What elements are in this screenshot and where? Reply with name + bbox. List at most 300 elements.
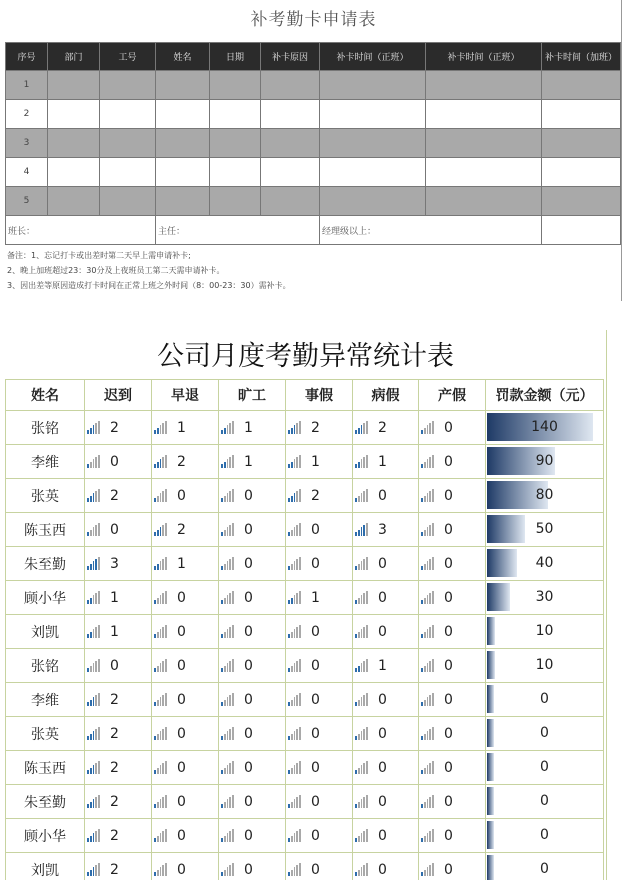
late-count: 0 [110,453,119,470]
sick-leave-cell [353,785,419,819]
form-cell[interactable] [210,129,261,158]
early-leave-count: 2 [177,521,186,538]
form-cell[interactable] [48,71,100,100]
absent-count: 0 [244,487,253,504]
signal-bars-icon [421,727,434,740]
signal-bars-icon [355,489,368,502]
stats-row [6,445,604,479]
personal-leave-count: 0 [311,555,320,572]
maternity-leave-count: 0 [444,827,453,844]
signal-bars-icon [87,693,100,706]
early-leave-count: 0 [177,589,186,606]
employee-name: 张铭 [6,411,85,445]
form-row-number: 2 [6,100,48,129]
sick-leave-cell [353,445,419,479]
fine-amount: 0 [540,827,549,843]
form-header-cell: 补卡时间（加班） [542,43,621,71]
stats-row [6,717,604,751]
signal-bars-icon [221,659,234,672]
signal-bars-icon [355,455,368,468]
form-cell[interactable] [210,100,261,129]
late-cell [85,615,152,649]
absent-cell [219,445,286,479]
late-cell [85,411,152,445]
form-cell[interactable] [100,100,156,129]
signal-bars-icon [221,795,234,808]
employee-name: 陈玉西 [6,513,85,547]
form-cell[interactable] [156,71,210,100]
stats-row [6,513,604,547]
signal-bars-icon [87,557,100,570]
form-row-number: 1 [6,71,48,100]
signal-bars-icon [288,693,301,706]
form-cell[interactable] [426,158,542,187]
early-leave-cell [152,683,219,717]
form-cell[interactable] [320,187,426,216]
personal-leave-count: 0 [311,827,320,844]
signal-bars-icon [421,421,434,434]
fine-cell [486,411,604,445]
late-count: 3 [110,555,119,572]
sick-leave-cell [353,513,419,547]
stats-title: 公司月度考勤异常统计表 [157,341,454,372]
signal-bars-icon [221,761,234,774]
form-row [6,129,621,158]
fine-cell [486,479,604,513]
maternity-leave-cell [419,751,486,785]
form-cell[interactable] [100,129,156,158]
early-leave-count: 1 [177,419,186,436]
early-leave-count: 1 [177,555,186,572]
signal-bars-icon [221,863,234,876]
signal-bars-icon [87,727,100,740]
sick-leave-cell [353,819,419,853]
header-fine: 罚款金额（元） [486,380,604,411]
form-cell[interactable] [210,71,261,100]
stats-row [6,479,604,513]
form-header-cell: 日期 [210,43,261,71]
employee-name: 李维 [6,683,85,717]
employee-name: 顾小华 [6,581,85,615]
signal-bars-icon [154,761,167,774]
stats-table [5,379,604,880]
signal-bars-icon [154,693,167,706]
sick-leave-count: 0 [378,623,387,640]
personal-leave-cell [286,717,353,751]
maternity-leave-cell [419,819,486,853]
personal-leave-cell [286,513,353,547]
signal-bars-icon [421,693,434,706]
personal-leave-count: 0 [311,793,320,810]
signal-bars-icon [288,829,301,842]
sick-leave-cell [353,581,419,615]
signal-bars-icon [87,829,100,842]
fine-cell [486,615,604,649]
early-leave-cell [152,853,219,880]
personal-leave-count: 0 [311,691,320,708]
signal-bars-icon [154,863,167,876]
early-leave-count: 0 [177,827,186,844]
maternity-leave-cell [419,615,486,649]
late-cell [85,717,152,751]
absent-cell [219,547,286,581]
sick-leave-count: 0 [378,589,387,606]
late-count: 2 [110,419,119,436]
absent-cell [219,785,286,819]
signal-bars-icon [154,455,167,468]
signal-bars-icon [288,455,301,468]
signal-bars-icon [154,523,167,536]
personal-leave-cell [286,649,353,683]
form-cell[interactable] [320,71,426,100]
late-count: 2 [110,487,119,504]
absent-count: 0 [244,759,253,776]
late-count: 0 [110,657,119,674]
personal-leave-count: 0 [311,861,320,878]
signal-bars-icon [355,591,368,604]
early-leave-cell [152,615,219,649]
late-cell [85,853,152,880]
personal-leave-cell [286,751,353,785]
form-cell[interactable] [542,71,621,100]
maternity-leave-count: 0 [444,623,453,640]
form-header-cell: 序号 [6,43,48,71]
early-leave-count: 0 [177,861,186,878]
signal-bars-icon [154,659,167,672]
form-title: 补考勤卡申请表 [250,10,377,30]
sick-leave-count: 0 [378,793,387,810]
signal-bars-icon [421,455,434,468]
form-cell[interactable] [542,100,621,129]
maternity-leave-cell [419,853,486,880]
early-leave-cell [152,479,219,513]
fine-amount: 0 [540,861,549,877]
fine-amount: 10 [535,623,554,639]
signal-bars-icon [221,523,234,536]
stats-row [6,547,604,581]
signal-bars-icon [154,727,167,740]
maternity-leave-cell [419,683,486,717]
maternity-leave-count: 0 [444,589,453,606]
signal-bars-icon [288,523,301,536]
signal-bars-icon [355,557,368,570]
maternity-leave-count: 0 [444,657,453,674]
signal-bars-icon [421,591,434,604]
absent-count: 0 [244,861,253,878]
signal-bars-icon [221,421,234,434]
form-cell[interactable] [261,158,320,187]
sick-leave-cell [353,683,419,717]
signal-bars-icon [421,761,434,774]
signal-bars-icon [288,625,301,638]
form-cell[interactable] [48,129,100,158]
signal-bars-icon [87,421,100,434]
employee-name: 张铭 [6,649,85,683]
sign-director-label: 主任： [156,216,320,245]
signal-bars-icon [288,659,301,672]
signal-bars-icon [355,795,368,808]
header-name: 姓名 [6,380,85,411]
fine-cell [486,581,604,615]
header-early-leave: 早退 [152,380,219,411]
sick-leave-count: 3 [378,521,387,538]
absent-count: 0 [244,623,253,640]
late-cell [85,785,152,819]
late-count: 2 [110,759,119,776]
personal-leave-count: 0 [311,623,320,640]
late-cell [85,819,152,853]
fine-amount: 0 [540,793,549,809]
personal-leave-cell [286,853,353,880]
signal-bars-icon [221,455,234,468]
signal-bars-icon [154,489,167,502]
late-cell [85,479,152,513]
signal-bars-icon [421,489,434,502]
form-cell[interactable] [320,158,426,187]
sick-leave-cell [353,411,419,445]
late-count: 2 [110,793,119,810]
signal-bars-icon [421,829,434,842]
absent-count: 1 [244,419,253,436]
employee-name: 陈玉西 [6,751,85,785]
sick-leave-count: 1 [378,657,387,674]
signal-bars-icon [87,659,100,672]
fine-amount: 80 [535,487,554,503]
maternity-leave-count: 0 [444,521,453,538]
maternity-leave-cell [419,785,486,819]
signal-bars-icon [355,659,368,672]
early-leave-cell [152,785,219,819]
form-row [6,71,621,100]
fine-amount: 0 [540,725,549,741]
absent-cell [219,751,286,785]
absent-cell [219,479,286,513]
sick-leave-count: 0 [378,555,387,572]
personal-leave-cell [286,445,353,479]
early-leave-count: 0 [177,691,186,708]
personal-leave-count: 0 [311,657,320,674]
form-cell[interactable] [48,158,100,187]
early-leave-cell [152,411,219,445]
signal-bars-icon [87,489,100,502]
early-leave-cell [152,445,219,479]
signal-bars-icon [421,795,434,808]
form-cell[interactable] [100,187,156,216]
signal-bars-icon [221,829,234,842]
absent-cell [219,683,286,717]
sheet-gridline [606,330,607,880]
absent-count: 1 [244,453,253,470]
early-leave-count: 0 [177,623,186,640]
fine-amount: 0 [540,759,549,775]
sick-leave-cell [353,615,419,649]
employee-name: 刘凯 [6,853,85,880]
form-row [6,158,621,187]
maternity-leave-count: 0 [444,793,453,810]
signal-bars-icon [154,591,167,604]
form-header-cell: 补卡时间（正班） [320,43,426,71]
form-cell[interactable] [426,100,542,129]
maternity-leave-cell [419,445,486,479]
stats-row [6,751,604,785]
late-cell [85,649,152,683]
signal-bars-icon [154,421,167,434]
form-cell[interactable] [320,100,426,129]
absent-count: 0 [244,827,253,844]
personal-leave-count: 2 [311,419,320,436]
header-absent: 旷工 [219,380,286,411]
form-cell[interactable] [261,129,320,158]
form-cell[interactable] [48,100,100,129]
form-header-cell: 姓名 [156,43,210,71]
signal-bars-icon [87,591,100,604]
form-cell[interactable] [542,158,621,187]
early-leave-cell [152,581,219,615]
form-cell[interactable] [156,158,210,187]
sign-leader-label: 班长： [6,216,156,245]
form-cell[interactable] [261,100,320,129]
personal-leave-cell [286,581,353,615]
early-leave-cell [152,819,219,853]
stats-row [6,411,604,445]
form-notes [7,248,291,293]
form-cell[interactable] [156,187,210,216]
stats-row [6,853,604,880]
sick-leave-cell [353,853,419,880]
late-count: 2 [110,861,119,878]
late-cell [85,513,152,547]
sick-leave-count: 1 [378,453,387,470]
signal-bars-icon [288,761,301,774]
signal-bars-icon [87,761,100,774]
fine-amount: 30 [535,589,554,605]
maternity-leave-cell [419,649,486,683]
absent-count: 0 [244,657,253,674]
signal-bars-icon [355,523,368,536]
maternity-leave-cell [419,411,486,445]
fine-cell [486,717,604,751]
signal-bars-icon [421,625,434,638]
signal-bars-icon [87,795,100,808]
sick-leave-count: 0 [378,725,387,742]
fine-amount: 50 [535,521,554,537]
employee-name: 张英 [6,479,85,513]
signal-bars-icon [288,863,301,876]
late-cell [85,547,152,581]
signal-bars-icon [87,863,100,876]
fine-amount: 40 [535,555,554,571]
form-cell[interactable] [542,216,621,245]
personal-leave-count: 1 [311,453,320,470]
personal-leave-count: 2 [311,487,320,504]
form-cell[interactable] [210,158,261,187]
form-cell[interactable] [542,187,621,216]
late-cell [85,751,152,785]
employee-name: 李维 [6,445,85,479]
signal-bars-icon [87,523,100,536]
fine-amount: 140 [531,419,558,435]
form-row-number: 4 [6,158,48,187]
early-leave-cell [152,751,219,785]
form-cell[interactable] [261,71,320,100]
form-cell[interactable] [426,187,542,216]
header-late: 迟到 [85,380,152,411]
form-cell[interactable] [156,100,210,129]
form-header-cell: 工号 [100,43,156,71]
late-count: 0 [110,521,119,538]
header-sick-leave: 病假 [353,380,419,411]
signal-bars-icon [288,727,301,740]
fine-cell [486,547,604,581]
form-cell[interactable] [210,187,261,216]
fine-cell [486,683,604,717]
signal-bars-icon [288,795,301,808]
maternity-leave-cell [419,513,486,547]
signal-bars-icon [355,829,368,842]
signal-bars-icon [221,489,234,502]
form-cell[interactable] [426,129,542,158]
late-count: 1 [110,623,119,640]
form-cell[interactable] [426,71,542,100]
employee-name: 顾小华 [6,819,85,853]
early-leave-count: 0 [177,657,186,674]
form-sign-row [6,216,621,245]
stats-row [6,819,604,853]
signal-bars-icon [221,693,234,706]
form-cell[interactable] [542,129,621,158]
form-cell[interactable] [100,158,156,187]
personal-leave-cell [286,785,353,819]
form-row [6,187,621,216]
sick-leave-count: 0 [378,861,387,878]
absent-count: 0 [244,555,253,572]
header-maternity-leave: 产假 [419,380,486,411]
signal-bars-icon [221,591,234,604]
late-count: 2 [110,725,119,742]
personal-leave-count: 0 [311,725,320,742]
fine-cell [486,819,604,853]
sick-leave-cell [353,717,419,751]
form-header-row [6,43,621,71]
maternity-leave-count: 0 [444,759,453,776]
absent-count: 0 [244,589,253,606]
signal-bars-icon [154,829,167,842]
personal-leave-cell [286,615,353,649]
fine-cell [486,445,604,479]
signal-bars-icon [355,863,368,876]
form-table [5,42,621,245]
late-cell [85,581,152,615]
late-count: 2 [110,691,119,708]
sick-leave-cell [353,547,419,581]
maternity-leave-count: 0 [444,725,453,742]
form-header-cell: 部门 [48,43,100,71]
signal-bars-icon [288,591,301,604]
absent-cell [219,819,286,853]
absent-cell [219,581,286,615]
form-cell[interactable] [100,71,156,100]
maternity-leave-count: 0 [444,691,453,708]
fine-cell [486,513,604,547]
form-cell[interactable] [261,187,320,216]
fine-amount: 0 [540,691,549,707]
stats-row [6,683,604,717]
form-cell[interactable] [156,129,210,158]
sick-leave-cell [353,751,419,785]
form-cell[interactable] [320,129,426,158]
form-cell[interactable] [48,187,100,216]
signal-bars-icon [421,659,434,672]
